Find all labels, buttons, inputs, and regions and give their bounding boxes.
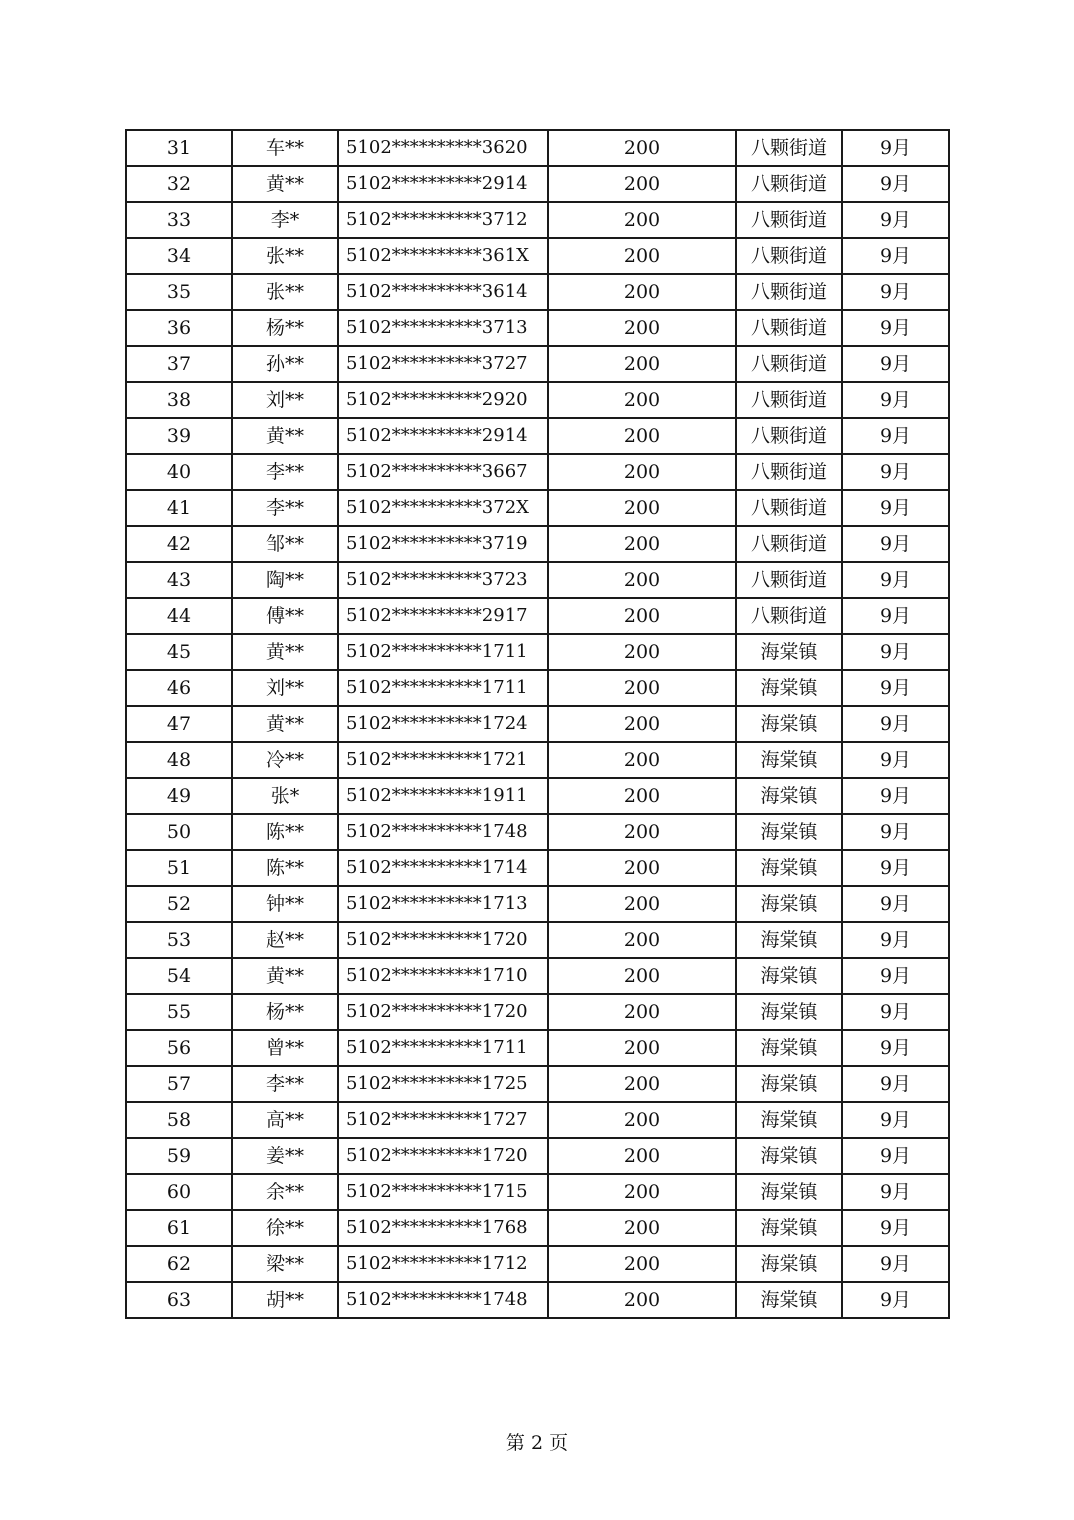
month-cell: 9月 xyxy=(842,1210,949,1246)
area-cell: 海棠镇 xyxy=(736,994,842,1030)
name-cell: 胡** xyxy=(232,1282,338,1318)
id-number-cell: 5102**********1911 xyxy=(338,778,548,814)
amount-cell: 200 xyxy=(548,778,736,814)
month-cell: 9月 xyxy=(842,814,949,850)
month-cell: 9月 xyxy=(842,850,949,886)
name-cell: 冷** xyxy=(232,742,338,778)
month-cell: 9月 xyxy=(842,994,949,1030)
month-cell: 9月 xyxy=(842,778,949,814)
id-number-cell: 5102**********1713 xyxy=(338,886,548,922)
table-row xyxy=(126,1210,949,1246)
area-cell: 八颗街道 xyxy=(736,562,842,598)
row-number-cell: 62 xyxy=(126,1246,232,1282)
amount-cell: 200 xyxy=(548,670,736,706)
row-number-cell: 31 xyxy=(126,130,232,166)
name-cell: 傅** xyxy=(232,598,338,634)
id-number-cell: 5102**********1720 xyxy=(338,1138,548,1174)
id-number-cell: 5102**********1768 xyxy=(338,1210,548,1246)
table-row xyxy=(126,490,949,526)
amount-cell: 200 xyxy=(548,1066,736,1102)
id-number-cell: 5102**********1711 xyxy=(338,1030,548,1066)
table-row xyxy=(126,454,949,490)
row-number-cell: 39 xyxy=(126,418,232,454)
row-number-cell: 34 xyxy=(126,238,232,274)
month-cell: 9月 xyxy=(842,490,949,526)
name-cell: 李** xyxy=(232,1066,338,1102)
table-row xyxy=(126,1030,949,1066)
name-cell: 梁** xyxy=(232,1246,338,1282)
amount-cell: 200 xyxy=(548,1282,736,1318)
area-cell: 海棠镇 xyxy=(736,1246,842,1282)
table-row xyxy=(126,310,949,346)
month-cell: 9月 xyxy=(842,202,949,238)
row-number-cell: 33 xyxy=(126,202,232,238)
month-cell: 9月 xyxy=(842,922,949,958)
month-cell: 9月 xyxy=(842,1138,949,1174)
name-cell: 徐** xyxy=(232,1210,338,1246)
id-number-cell: 5102**********1720 xyxy=(338,994,548,1030)
month-cell: 9月 xyxy=(842,418,949,454)
name-cell: 黄** xyxy=(232,634,338,670)
area-cell: 八颗街道 xyxy=(736,238,842,274)
id-number-cell: 5102**********3667 xyxy=(338,454,548,490)
id-number-cell: 5102**********1748 xyxy=(338,814,548,850)
month-cell: 9月 xyxy=(842,742,949,778)
row-number-cell: 57 xyxy=(126,1066,232,1102)
name-cell: 李** xyxy=(232,454,338,490)
amount-cell: 200 xyxy=(548,1102,736,1138)
amount-cell: 200 xyxy=(548,1210,736,1246)
amount-cell: 200 xyxy=(548,1138,736,1174)
month-cell: 9月 xyxy=(842,562,949,598)
table-row xyxy=(126,814,949,850)
month-cell: 9月 xyxy=(842,598,949,634)
table-row xyxy=(126,958,949,994)
row-number-cell: 40 xyxy=(126,454,232,490)
id-number-cell: 5102**********1748 xyxy=(338,1282,548,1318)
table-row xyxy=(126,562,949,598)
amount-cell: 200 xyxy=(548,418,736,454)
amount-cell: 200 xyxy=(548,202,736,238)
name-cell: 刘** xyxy=(232,382,338,418)
name-cell: 孙** xyxy=(232,346,338,382)
id-number-cell: 5102**********3723 xyxy=(338,562,548,598)
month-cell: 9月 xyxy=(842,1282,949,1318)
name-cell: 邹** xyxy=(232,526,338,562)
month-cell: 9月 xyxy=(842,346,949,382)
area-cell: 八颗街道 xyxy=(736,598,842,634)
id-number-cell: 5102**********3719 xyxy=(338,526,548,562)
table-row xyxy=(126,1246,949,1282)
name-cell: 赵** xyxy=(232,922,338,958)
row-number-cell: 35 xyxy=(126,274,232,310)
id-number-cell: 5102**********1710 xyxy=(338,958,548,994)
table-row xyxy=(126,1102,949,1138)
name-cell: 刘** xyxy=(232,670,338,706)
amount-cell: 200 xyxy=(548,1246,736,1282)
row-number-cell: 44 xyxy=(126,598,232,634)
area-cell: 八颗街道 xyxy=(736,526,842,562)
row-number-cell: 41 xyxy=(126,490,232,526)
name-cell: 黄** xyxy=(232,706,338,742)
id-number-cell: 5102**********2914 xyxy=(338,418,548,454)
table-row xyxy=(126,778,949,814)
table-row xyxy=(126,346,949,382)
id-number-cell: 5102**********1711 xyxy=(338,670,548,706)
row-number-cell: 49 xyxy=(126,778,232,814)
name-cell: 李** xyxy=(232,490,338,526)
area-cell: 海棠镇 xyxy=(736,1066,842,1102)
name-cell: 李* xyxy=(232,202,338,238)
id-number-cell: 5102**********1715 xyxy=(338,1174,548,1210)
name-cell: 车** xyxy=(232,130,338,166)
month-cell: 9月 xyxy=(842,526,949,562)
table-row xyxy=(126,742,949,778)
month-cell: 9月 xyxy=(842,1102,949,1138)
row-number-cell: 56 xyxy=(126,1030,232,1066)
amount-cell: 200 xyxy=(548,454,736,490)
month-cell: 9月 xyxy=(842,886,949,922)
amount-cell: 200 xyxy=(548,922,736,958)
table-row xyxy=(126,1174,949,1210)
row-number-cell: 50 xyxy=(126,814,232,850)
amount-cell: 200 xyxy=(548,130,736,166)
amount-cell: 200 xyxy=(548,598,736,634)
row-number-cell: 32 xyxy=(126,166,232,202)
amount-cell: 200 xyxy=(548,1030,736,1066)
month-cell: 9月 xyxy=(842,166,949,202)
table-row xyxy=(126,598,949,634)
area-cell: 八颗街道 xyxy=(736,310,842,346)
area-cell: 八颗街道 xyxy=(736,274,842,310)
row-number-cell: 54 xyxy=(126,958,232,994)
id-number-cell: 5102**********3614 xyxy=(338,274,548,310)
month-cell: 9月 xyxy=(842,130,949,166)
row-number-cell: 59 xyxy=(126,1138,232,1174)
name-cell: 高** xyxy=(232,1102,338,1138)
name-cell: 黄** xyxy=(232,418,338,454)
name-cell: 杨** xyxy=(232,310,338,346)
table-row xyxy=(126,526,949,562)
id-number-cell: 5102**********1714 xyxy=(338,850,548,886)
table-row xyxy=(126,706,949,742)
area-cell: 海棠镇 xyxy=(736,886,842,922)
row-number-cell: 46 xyxy=(126,670,232,706)
row-number-cell: 48 xyxy=(126,742,232,778)
area-cell: 海棠镇 xyxy=(736,706,842,742)
area-cell: 海棠镇 xyxy=(736,1282,842,1318)
row-number-cell: 37 xyxy=(126,346,232,382)
area-cell: 八颗街道 xyxy=(736,202,842,238)
month-cell: 9月 xyxy=(842,238,949,274)
month-cell: 9月 xyxy=(842,634,949,670)
area-cell: 海棠镇 xyxy=(736,1030,842,1066)
table-row xyxy=(126,994,949,1030)
table-row xyxy=(126,274,949,310)
month-cell: 9月 xyxy=(842,958,949,994)
area-cell: 八颗街道 xyxy=(736,166,842,202)
row-number-cell: 51 xyxy=(126,850,232,886)
month-cell: 9月 xyxy=(842,274,949,310)
amount-cell: 200 xyxy=(548,238,736,274)
row-number-cell: 43 xyxy=(126,562,232,598)
name-cell: 钟** xyxy=(232,886,338,922)
table-row xyxy=(126,418,949,454)
row-number-cell: 38 xyxy=(126,382,232,418)
id-number-cell: 5102**********3620 xyxy=(338,130,548,166)
name-cell: 张* xyxy=(232,778,338,814)
amount-cell: 200 xyxy=(548,490,736,526)
recipient-table-body xyxy=(126,130,949,1318)
table-row xyxy=(126,1066,949,1102)
name-cell: 张** xyxy=(232,274,338,310)
amount-cell: 200 xyxy=(548,166,736,202)
month-cell: 9月 xyxy=(842,454,949,490)
area-cell: 八颗街道 xyxy=(736,346,842,382)
area-cell: 海棠镇 xyxy=(736,778,842,814)
area-cell: 八颗街道 xyxy=(736,454,842,490)
name-cell: 黄** xyxy=(232,958,338,994)
amount-cell: 200 xyxy=(548,850,736,886)
recipient-table xyxy=(125,129,950,1319)
name-cell: 姜** xyxy=(232,1138,338,1174)
id-number-cell: 5102**********361X xyxy=(338,238,548,274)
row-number-cell: 52 xyxy=(126,886,232,922)
row-number-cell: 61 xyxy=(126,1210,232,1246)
table-row xyxy=(126,1138,949,1174)
month-cell: 9月 xyxy=(842,1030,949,1066)
amount-cell: 200 xyxy=(548,886,736,922)
table-row xyxy=(126,382,949,418)
month-cell: 9月 xyxy=(842,1066,949,1102)
table-row xyxy=(126,886,949,922)
page-number: 第 2 页 xyxy=(505,1432,569,1454)
table-row xyxy=(126,130,949,166)
id-number-cell: 5102**********1724 xyxy=(338,706,548,742)
id-number-cell: 5102**********1727 xyxy=(338,1102,548,1138)
table-row xyxy=(126,670,949,706)
area-cell: 海棠镇 xyxy=(736,814,842,850)
area-cell: 海棠镇 xyxy=(736,1138,842,1174)
id-number-cell: 5102**********1725 xyxy=(338,1066,548,1102)
area-cell: 海棠镇 xyxy=(736,958,842,994)
row-number-cell: 45 xyxy=(126,634,232,670)
name-cell: 余** xyxy=(232,1174,338,1210)
row-number-cell: 36 xyxy=(126,310,232,346)
name-cell: 曾** xyxy=(232,1030,338,1066)
id-number-cell: 5102**********1712 xyxy=(338,1246,548,1282)
row-number-cell: 53 xyxy=(126,922,232,958)
area-cell: 海棠镇 xyxy=(736,1210,842,1246)
amount-cell: 200 xyxy=(548,994,736,1030)
row-number-cell: 42 xyxy=(126,526,232,562)
area-cell: 八颗街道 xyxy=(736,382,842,418)
id-number-cell: 5102**********2917 xyxy=(338,598,548,634)
amount-cell: 200 xyxy=(548,814,736,850)
table-row xyxy=(126,1282,949,1318)
row-number-cell: 58 xyxy=(126,1102,232,1138)
amount-cell: 200 xyxy=(548,274,736,310)
id-number-cell: 5102**********2920 xyxy=(338,382,548,418)
month-cell: 9月 xyxy=(842,382,949,418)
area-cell: 八颗街道 xyxy=(736,490,842,526)
table-row xyxy=(126,238,949,274)
row-number-cell: 60 xyxy=(126,1174,232,1210)
month-cell: 9月 xyxy=(842,310,949,346)
id-number-cell: 5102**********1721 xyxy=(338,742,548,778)
name-cell: 杨** xyxy=(232,994,338,1030)
name-cell: 黄** xyxy=(232,166,338,202)
amount-cell: 200 xyxy=(548,742,736,778)
area-cell: 海棠镇 xyxy=(736,850,842,886)
id-number-cell: 5102**********3727 xyxy=(338,346,548,382)
table-row xyxy=(126,202,949,238)
id-number-cell: 5102**********3712 xyxy=(338,202,548,238)
row-number-cell: 63 xyxy=(126,1282,232,1318)
amount-cell: 200 xyxy=(548,310,736,346)
area-cell: 八颗街道 xyxy=(736,130,842,166)
area-cell: 八颗街道 xyxy=(736,418,842,454)
amount-cell: 200 xyxy=(548,346,736,382)
table-row xyxy=(126,922,949,958)
amount-cell: 200 xyxy=(548,562,736,598)
amount-cell: 200 xyxy=(548,706,736,742)
amount-cell: 200 xyxy=(548,634,736,670)
area-cell: 海棠镇 xyxy=(736,634,842,670)
amount-cell: 200 xyxy=(548,526,736,562)
id-number-cell: 5102**********2914 xyxy=(338,166,548,202)
area-cell: 海棠镇 xyxy=(736,670,842,706)
amount-cell: 200 xyxy=(548,382,736,418)
row-number-cell: 55 xyxy=(126,994,232,1030)
table-row xyxy=(126,166,949,202)
name-cell: 张** xyxy=(232,238,338,274)
row-number-cell: 47 xyxy=(126,706,232,742)
area-cell: 海棠镇 xyxy=(736,742,842,778)
name-cell: 陈** xyxy=(232,814,338,850)
name-cell: 陶** xyxy=(232,562,338,598)
id-number-cell: 5102**********1720 xyxy=(338,922,548,958)
id-number-cell: 5102**********3713 xyxy=(338,310,548,346)
area-cell: 海棠镇 xyxy=(736,1174,842,1210)
month-cell: 9月 xyxy=(842,1174,949,1210)
area-cell: 海棠镇 xyxy=(736,922,842,958)
month-cell: 9月 xyxy=(842,670,949,706)
area-cell: 海棠镇 xyxy=(736,1102,842,1138)
month-cell: 9月 xyxy=(842,706,949,742)
table-row xyxy=(126,850,949,886)
month-cell: 9月 xyxy=(842,1246,949,1282)
amount-cell: 200 xyxy=(548,1174,736,1210)
name-cell: 陈** xyxy=(232,850,338,886)
table-row xyxy=(126,634,949,670)
amount-cell: 200 xyxy=(548,958,736,994)
id-number-cell: 5102**********1711 xyxy=(338,634,548,670)
id-number-cell: 5102**********372X xyxy=(338,490,548,526)
